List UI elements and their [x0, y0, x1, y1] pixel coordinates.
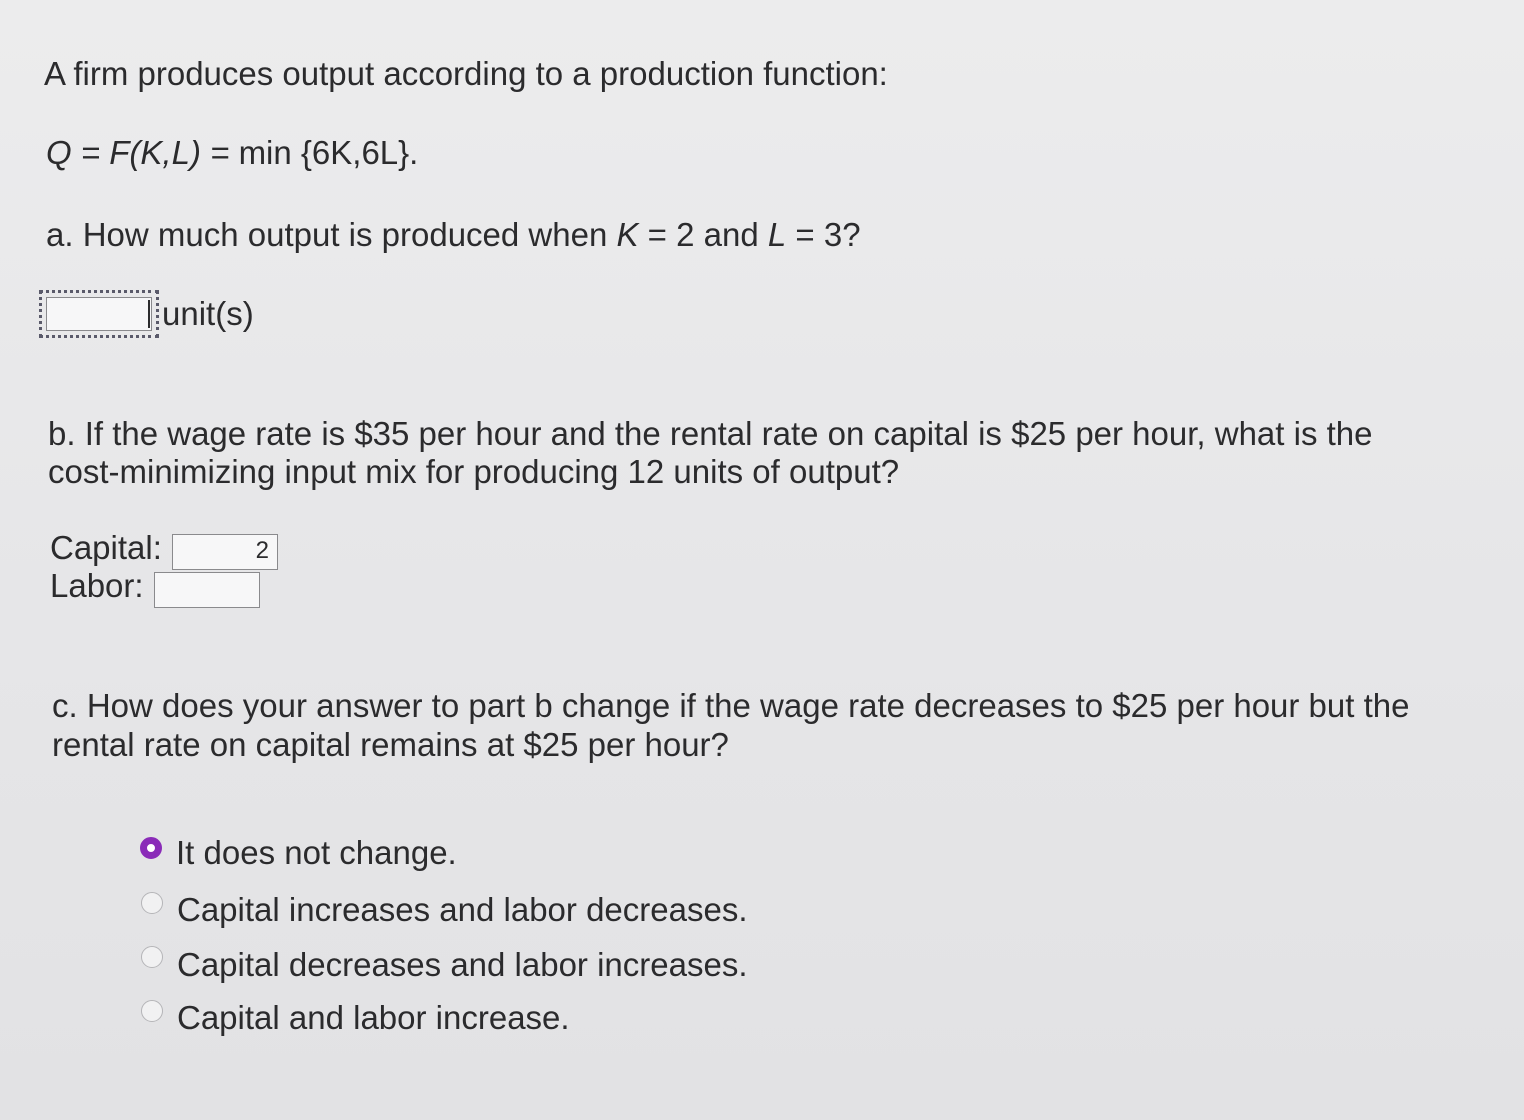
- part-a-k-var: K: [616, 216, 639, 253]
- option-label-no-change[interactable]: It does not change.: [176, 834, 457, 871]
- part-b-question-line1: b. If the wage rate is $35 per hour and the rental rate on capital is $25 per hour, what is the: [48, 415, 1373, 452]
- part-c-question-line1: c. How does your answer to part b change if the wage rate decreases to $25 per hour but the: [52, 687, 1410, 724]
- labor-label: Labor:: [50, 567, 144, 604]
- capital-label: Capital:: [50, 529, 162, 566]
- option-label-capital-up-labor-down[interactable]: Capital increases and labor decreases.: [177, 891, 748, 928]
- option-radio-capital-down-labor-up[interactable]: [141, 946, 163, 968]
- output-answer-input[interactable]: [46, 297, 152, 331]
- part-c-question-line2: rental rate on capital remains at $25 per hour?: [52, 726, 729, 763]
- option-label-both-increase[interactable]: Capital and labor increase.: [177, 999, 570, 1036]
- text-caret: [148, 300, 150, 328]
- part-a-prefix: a. How much output is produced when: [46, 216, 617, 253]
- part-a-question: [46, 215, 861, 255]
- part-a-l-eq: = 3?: [786, 216, 861, 253]
- unit-label: unit(s): [162, 295, 254, 332]
- part-a-k-eq: = 2 and: [638, 216, 768, 253]
- labor-input[interactable]: [154, 572, 260, 608]
- question-intro: A firm produces output according to a production function:: [44, 55, 888, 92]
- option-radio-capital-up-labor-down[interactable]: [141, 892, 163, 914]
- production-function-formula: [46, 133, 418, 173]
- part-a-l-var: L: [767, 216, 787, 253]
- formula-rhs: min {6K,6L}.: [238, 134, 419, 171]
- formula-lhs: Q = F(K,L) =: [46, 134, 239, 171]
- option-label-capital-down-labor-up[interactable]: Capital decreases and labor increases.: [177, 946, 748, 983]
- part-b-question-line2: cost-minimizing input mix for producing 12 units of output?: [48, 453, 900, 490]
- option-radio-no-change[interactable]: [140, 837, 162, 859]
- capital-input[interactable]: 2: [172, 534, 278, 570]
- option-radio-both-increase[interactable]: [141, 1000, 163, 1022]
